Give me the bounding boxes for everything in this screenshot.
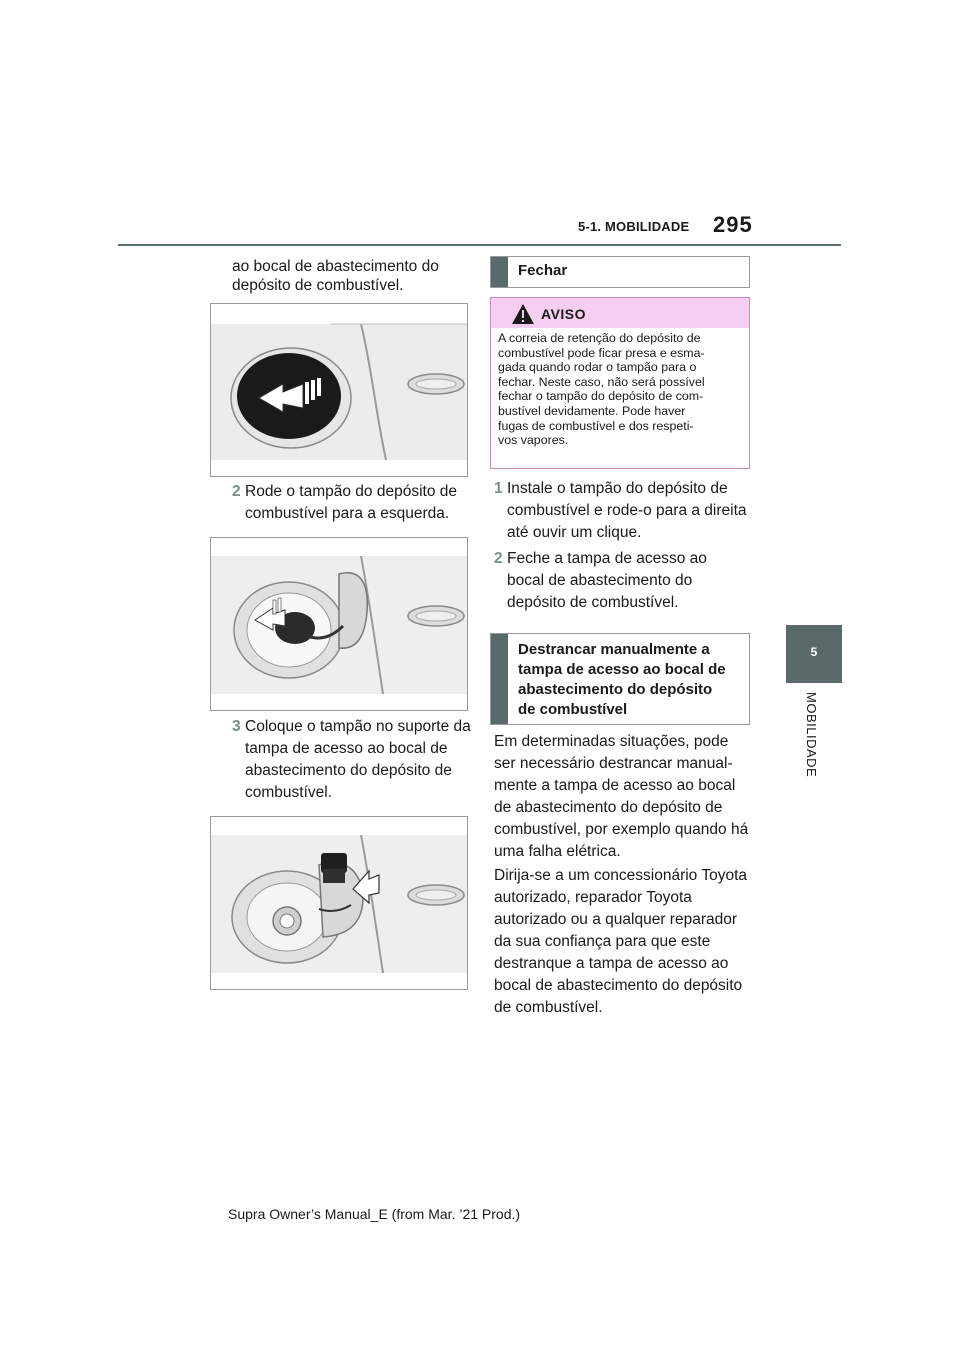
warning-triangle-icon <box>511 303 535 325</box>
section-title: 5-1. MOBILIDADE <box>578 219 690 234</box>
step-number: 2 <box>232 483 241 500</box>
step-number: 3 <box>232 718 241 735</box>
warning-body <box>498 331 743 448</box>
section-title-line: abastecimento do depósito <box>518 681 713 698</box>
car-open-fuel-door-illustration <box>211 538 467 710</box>
section-header-manual-unlock <box>490 633 750 725</box>
step-1-right <box>494 478 750 544</box>
warning-line: fechar o tampão do depósito de com- <box>498 389 704 404</box>
section-header-title: Fechar <box>518 262 568 279</box>
footer-manual-title: Supra Owner’s Manual_E (from Mar. ’21 Prod.) <box>228 1206 521 1222</box>
section-header-close <box>490 256 750 288</box>
warning-title: AVISO <box>541 306 587 322</box>
step-2-left <box>232 481 488 527</box>
section-header-bar <box>491 257 508 287</box>
step-text: Feche a tampa de acesso ao bocal de abastecimento do depósito de combustível. <box>507 550 707 611</box>
section-title-line: tampa de acesso ao bocal de <box>518 661 726 678</box>
step-3-left <box>232 716 488 806</box>
step-text: Coloque o tampão no suporte da tampa de acesso ao bocal de abastecimento do depósito de combustível. <box>245 718 471 801</box>
page-number: 295 <box>713 212 753 237</box>
figure-cap-in-holder <box>210 816 468 990</box>
warning-line: fechar. Neste caso, não será possível <box>498 374 705 389</box>
section-title-line: de combustível <box>518 701 628 718</box>
chapter-tab-number: 5 <box>810 645 818 659</box>
warning-line: A correia de retenção do depósito de <box>498 331 701 345</box>
section-title-line: Destrancar manualmente a <box>518 641 710 658</box>
warning-line: vos vapores. <box>498 433 569 448</box>
step-2-right <box>494 548 750 614</box>
step-text: Rode o tampão do depósito de combustível para a esquerda. <box>245 483 457 522</box>
section-header-title <box>518 640 743 720</box>
warning-box <box>490 297 750 469</box>
car-fuel-door-illustration <box>211 304 467 476</box>
figure-turn-cap-left <box>210 303 468 477</box>
paragraph-dealer: Dirija-se a um concessionário Toyota autorizado, reparador Toyota autorizado ou a qualquer reparador da sua confiança para que este destranque a tampa de acesso ao bocal de abastecimento do depósito de combustível. <box>494 867 747 1016</box>
warning-line: bustível devidamente. Pode haver <box>498 403 686 418</box>
chapter-tab-label: MOBILIDADE <box>804 692 819 778</box>
warning-line: fugas de combustível e dos respeti- <box>498 418 694 433</box>
step-text: Instale o tampão do depósito de combustível e rode-o para a direita até ouvir um clique. <box>507 480 747 541</box>
figure-open-door-turn-cap <box>210 537 468 711</box>
warning-line: combustível pode ficar presa e esma- <box>498 345 705 360</box>
intro-line-2: depósito de combustível. <box>232 277 404 294</box>
section-header-bar <box>491 634 508 724</box>
header-rule <box>118 244 841 246</box>
step-number: 1 <box>494 480 503 497</box>
intro-line-1: ao bocal de abastecimento do <box>232 258 439 275</box>
step-number: 2 <box>494 550 503 567</box>
cap-on-holder-illustration <box>211 817 467 989</box>
warning-line: gada quando rodar o tampão para o <box>498 360 697 375</box>
paragraph-situations: Em determinadas situações, pode ser necessário destrancar manual-mente a tampa de acesso ao bocal de abastecimento do depósito de combustível, por exemplo quando há uma falha elétrica. <box>494 733 749 860</box>
